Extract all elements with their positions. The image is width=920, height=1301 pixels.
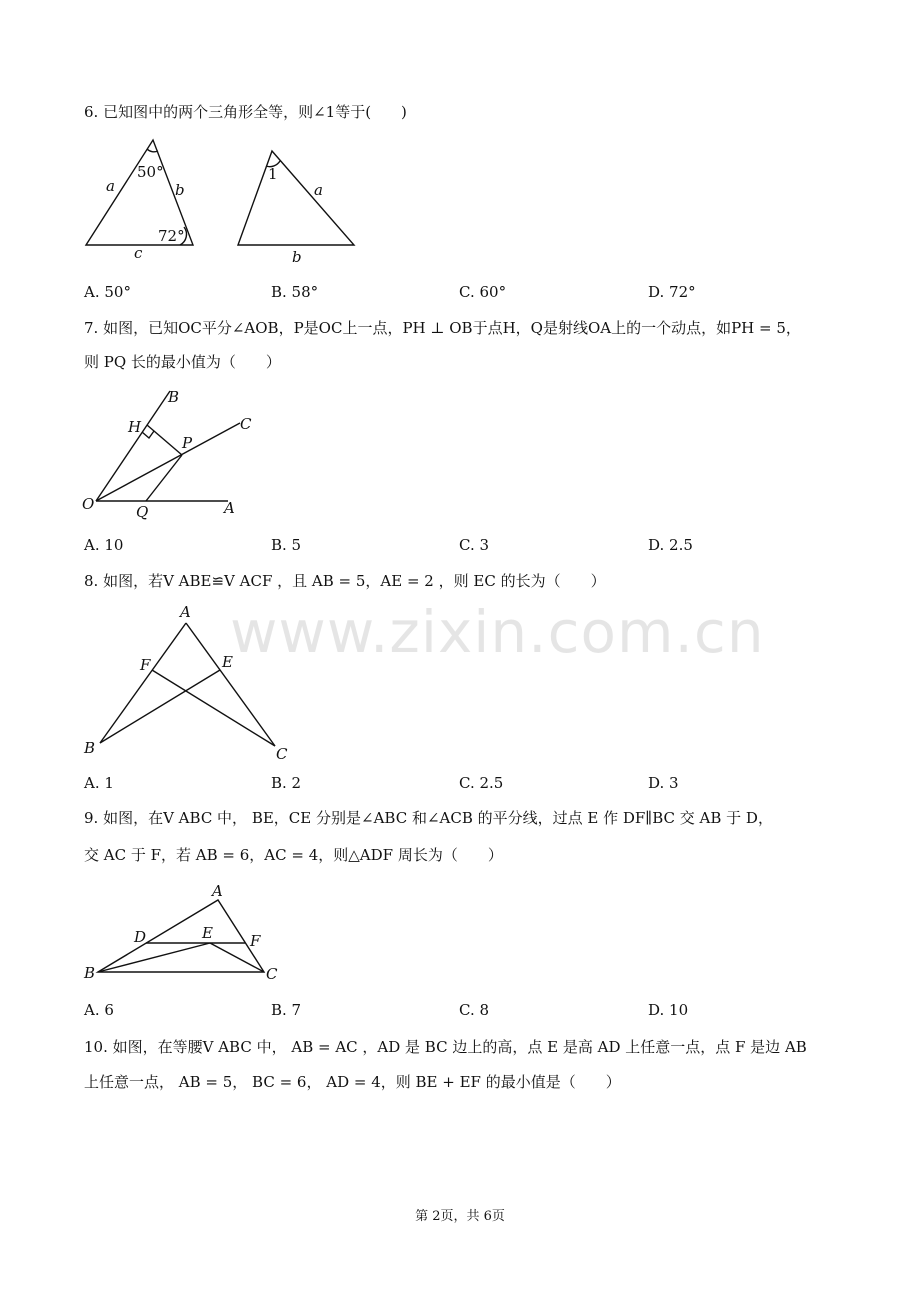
question-7-stem-line-2: 则 PQ 长的最小值为（ ） [84, 353, 281, 371]
segment-PQ [146, 455, 182, 501]
q8-option-d: D. 3 [648, 774, 679, 792]
triangle-1-top-angle-label: 50° [137, 163, 164, 181]
q9-option-b: B. 7 [271, 1001, 302, 1019]
triangle-1-side-c-label: c [134, 244, 143, 262]
triangle-1-bottom-angle-label: 72° [158, 227, 185, 245]
label-H: H [128, 418, 142, 436]
segment-BE [100, 670, 220, 743]
triangle-2-outline [238, 151, 354, 245]
triangle-ABC [98, 900, 264, 972]
q6-option-d: D. 72° [648, 283, 696, 301]
question-7-stem-line-1: 7. 如图，已知OC平分∠AOB，P是OC上一点，PH ⊥ OB于点H，Q是射线OA上的一个动点，如PH = 5， [84, 319, 801, 337]
label-A: A [224, 499, 235, 517]
q9-option-d: D. 10 [648, 1001, 689, 1019]
question-6-stem: 6. 已知图中的两个三角形全等，则∠1等于( ) [84, 103, 407, 121]
right-angle-mark [142, 431, 154, 438]
segment-BE [98, 943, 210, 972]
segment-FC [152, 670, 275, 746]
triangle-1-side-b-label: b [175, 181, 185, 199]
label-B: B [168, 388, 180, 406]
question-10-stem-line-2: 上任意一点， AB = 5， BC = 6， AD = 4，则 BE + EF 的最小值是（ ） [84, 1073, 621, 1091]
question-9-figure [80, 880, 300, 990]
triangle-1-side-a-label: a [106, 177, 115, 195]
label-A: A [212, 882, 223, 900]
segment-PH [147, 425, 182, 455]
q6-option-c: C. 60° [459, 283, 507, 301]
question-6-figure-triangle-1 [80, 135, 210, 265]
triangle-2-side-a-label: a [314, 181, 323, 199]
q7-option-c: C. 3 [459, 536, 490, 554]
label-B: B [84, 964, 96, 982]
page-footer: 第 2页，共 6页 [415, 1209, 505, 1224]
q8-option-b: B. 2 [271, 774, 302, 792]
q7-option-a: A. 10 [84, 536, 124, 554]
label-Q: Q [136, 503, 149, 521]
label-D: D [134, 928, 147, 946]
question-7-figure [80, 385, 280, 520]
q8-option-c: C. 2.5 [459, 774, 504, 792]
question-6-figure-triangle-2 [232, 135, 372, 265]
label-P: P [182, 434, 193, 452]
triangle-2-angle-1-label: 1 [268, 165, 278, 183]
q7-option-b: B. 5 [271, 536, 302, 554]
label-F: F [140, 656, 151, 674]
label-F: F [250, 932, 261, 950]
q6-option-b: B. 58° [271, 283, 319, 301]
question-8-stem: 8. 如图，若V ABE≌V ACF ，且 AB = 5，AE = 2 ，则 EC 的长为（ ） [84, 572, 606, 590]
q7-option-d: D. 2.5 [648, 536, 693, 554]
label-E: E [202, 924, 213, 942]
label-O: O [82, 495, 95, 513]
ray-OC [96, 423, 240, 501]
label-C: C [266, 965, 278, 983]
question-9-stem-line-1: 9. 如图，在V ABC 中， BE，CE 分别是∠ABC 和∠ACB 的平分线，过点 E 作 DF∥BC 交 AB 于 D， [84, 809, 773, 827]
q9-option-a: A. 6 [84, 1001, 114, 1019]
question-10-stem-line-1: 10. 如图，在等腰V ABC 中， AB = AC ，AD 是 BC 边上的高，点 E 是高 AD 上任意一点，点 F 是边 AB [84, 1038, 807, 1056]
label-B: B [84, 739, 96, 757]
label-E: E [222, 653, 233, 671]
question-9-stem-line-2: 交 AC 于 F，若 AB = 6，AC = 4，则△ADF 周长为（ ） [84, 846, 503, 864]
label-C: C [276, 745, 288, 763]
label-C: C [240, 415, 252, 433]
label-A: A [180, 603, 191, 621]
q8-option-a: A. 1 [84, 774, 114, 792]
triangle-2-side-b-label: b [292, 248, 302, 266]
watermark: www.zixin.com.cn [230, 598, 765, 666]
q6-option-a: A. 50° [84, 283, 131, 301]
q9-option-c: C. 8 [459, 1001, 490, 1019]
